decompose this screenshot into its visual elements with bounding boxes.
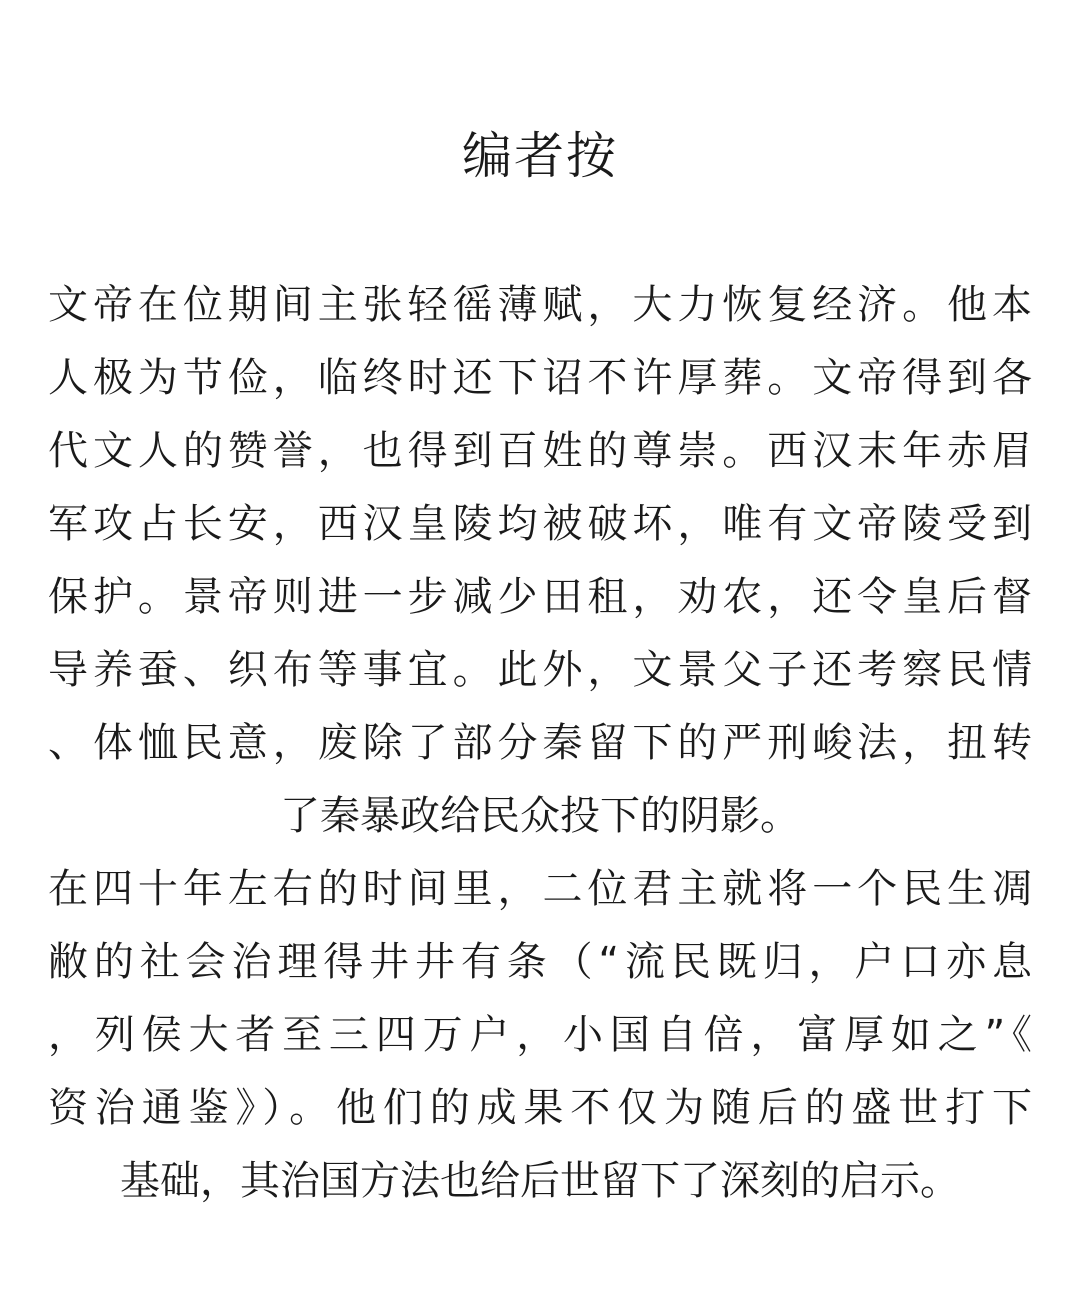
paragraph-line: 文帝在位期间主张轻徭薄赋，大力恢复经济。他本 bbox=[48, 282, 1032, 328]
paragraph-line: 代文人的赞誉，也得到百姓的尊崇。西汉末年赤眉 bbox=[48, 428, 1032, 474]
paragraph-line: 敝的社会治理得井井有条（“流民既归，户口亦息 bbox=[48, 939, 1032, 985]
paragraph-line: 在四十年左右的时间里，二位君主就将一个民生凋 bbox=[48, 866, 1032, 912]
paragraph-line: 资治通鉴》）。他们的成果不仅为随后的盛世打下 bbox=[48, 1085, 1032, 1131]
page-title: 编者按 bbox=[462, 127, 618, 185]
paragraph-line: 导养蚕、织布等事宜。此外，文景父子还考察民情 bbox=[48, 647, 1032, 693]
paragraph-line: ，列侯大者至三四万户，小国自倍，富厚如之”《 bbox=[48, 1012, 1032, 1058]
paragraph-line: 了秦暴政给民众投下的阴影。 bbox=[280, 793, 800, 839]
paragraph-line: 、体恤民意，废除了部分秦留下的严刑峻法，扭转 bbox=[48, 720, 1032, 766]
paragraph-line: 保护。景帝则进一步减少田租，劝农，还令皇后督 bbox=[48, 574, 1032, 620]
paragraph-line: 军攻占长安，西汉皇陵均被破坏，唯有文帝陵受到 bbox=[48, 501, 1032, 547]
paragraph-line: 基础，其治国方法也给后世留下了深刻的启示。 bbox=[120, 1158, 960, 1204]
paragraph-line: 人极为节俭，临终时还下诏不许厚葬。文帝得到各 bbox=[48, 355, 1032, 401]
